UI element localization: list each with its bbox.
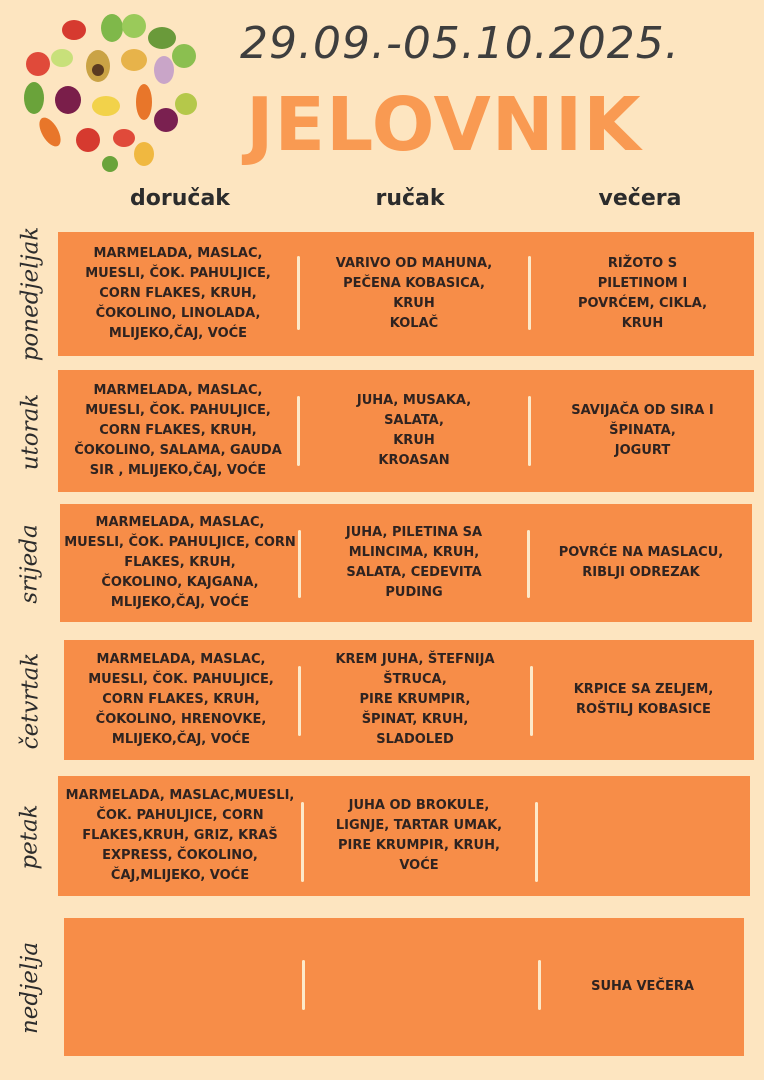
- lunch-cell: KREM JUHA, ŠTEFNIJA ŠTRUCA, PIRE KRUMPIR, ŠPINAT, KRUH, SLADOLED: [335, 652, 495, 747]
- menu-row-friday: [58, 776, 750, 896]
- breakfast-cell: MARMELADA, MASLAC, MUESLI, ČOK. PAHULJICE, CORN FLAKES, KRUH, ČOKOLINO, SALAMA, GAUDA SIR , MLIJEKO,ČAJ, VOĆE: [74, 383, 282, 478]
- dinner-cell: POVRĆE NA MASLACU, RIBLJI ODREZAK: [558, 545, 724, 580]
- page-title: JELOVNIK: [246, 82, 642, 168]
- menu-row-monday: [58, 232, 754, 356]
- dinner-cell: SUHA VEČERA: [591, 979, 694, 994]
- menu-row-tuesday: [58, 370, 754, 492]
- lunch-cell: JUHA, MUSAKA, SALATA, KRUH KROASAN: [356, 393, 472, 468]
- menu-row-thursday: [64, 640, 754, 760]
- breakfast-cell: [64, 918, 302, 1056]
- day-label: petak: [17, 804, 44, 870]
- menu-row-sunday: [64, 918, 744, 1056]
- dinner-cell: SAVIJAČA OD SIRA I ŠPINATA, JOGURT: [571, 403, 714, 458]
- breakfast-cell: MARMELADA, MASLAC, MUESLI, ČOK. PAHULJICE, CORN FLAKES, KRUH, ČOKOLINO, KAJGANA, MLIJEKO,ČAJ, VOĆE: [64, 515, 296, 610]
- breakfast-cell: MARMELADA, MASLAC,MUESLI, ČOK. PAHULJICE, CORN FLAKES,KRUH, GRIZ, KRAŠ EXPRESS, ČOKOLINO, ČAJ,MLIJEKO, VOĆE: [65, 788, 295, 883]
- date-range: 29.09.-05.10.2025.: [240, 18, 680, 69]
- lunch-cell: [305, 918, 537, 1056]
- day-label: srijeda: [17, 524, 43, 604]
- breakfast-cell: MARMELADA, MASLAC, MUESLI, ČOK. PAHULJICE, CORN FLAKES, KRUH, ČOKOLINO, HRENOVKE, MLIJEKO,ČAJ, VOĆE: [88, 652, 274, 747]
- column-header-dinner: večera: [598, 186, 682, 211]
- lunch-cell: JUHA OD BROKULE, LIGNJE, TARTAR UMAK, PIRE KRUMPIR, KRUH, VOĆE: [335, 798, 503, 873]
- day-label: nedjelja: [17, 941, 43, 1035]
- day-label: ponedjeljak: [17, 226, 44, 362]
- dinner-cell: [538, 776, 750, 896]
- breakfast-cell: MARMELADA, MASLAC, MUESLI, ČOK. PAHULJICE, CORN FLAKES, KRUH, ČOKOLINO, LINOLADA, MLIJEKO,ČAJ, VOĆE: [85, 246, 271, 341]
- vegetables-heart-illustration: [14, 8, 204, 178]
- lunch-cell: JUHA, PILETINA SA MLINCIMA, KRUH, SALATA, CEDEVITA PUDING: [345, 525, 483, 600]
- dinner-cell: KRPICE SA ZELJEM, ROŠTILJ KOBASICE: [573, 682, 714, 717]
- day-label: četvrtak: [17, 652, 43, 750]
- dinner-cell: RIŽOTO S PILETINOM I POVRĆEM, CIKLA, KRUH: [577, 256, 708, 331]
- menu-row-wednesday: [60, 504, 752, 622]
- column-header-breakfast: doručak: [130, 186, 230, 211]
- column-header-lunch: ručak: [375, 186, 445, 211]
- lunch-cell: VARIVO OD MAHUNA, PEČENA KOBASICA, KRUH KOLAČ: [335, 256, 493, 331]
- day-label: utorak: [17, 393, 44, 471]
